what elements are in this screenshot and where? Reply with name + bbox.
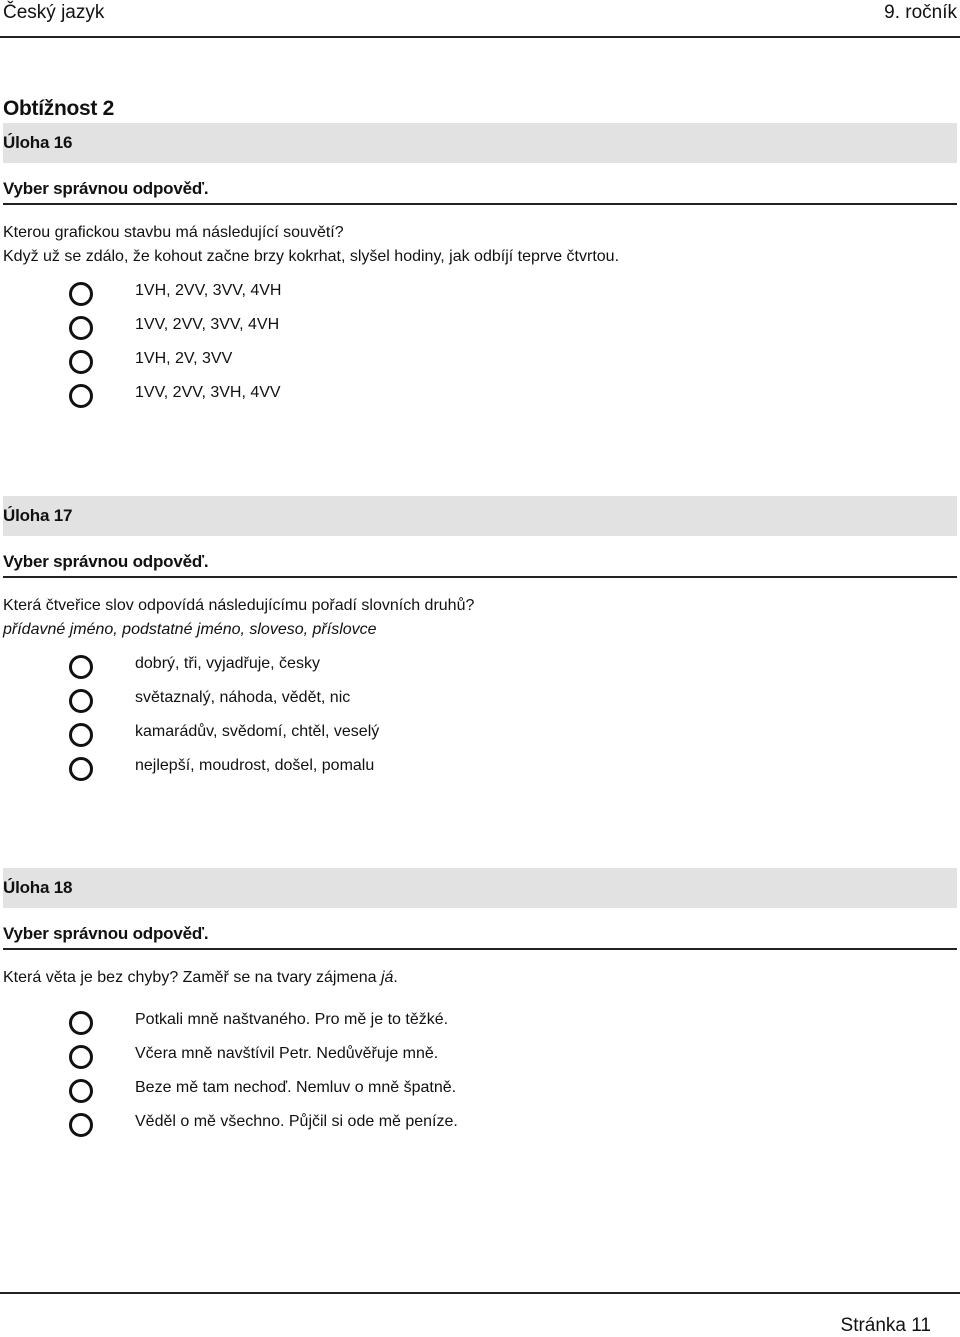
task-instruction: Vyber správnou odpověď. bbox=[3, 179, 209, 198]
option-label: 1VH, 2V, 3VV bbox=[135, 350, 233, 367]
radio-button[interactable] bbox=[69, 723, 93, 747]
radio-button[interactable] bbox=[69, 757, 93, 781]
answer-option[interactable] bbox=[3, 1076, 957, 1110]
instruction-row bbox=[3, 536, 957, 578]
answer-option[interactable] bbox=[3, 754, 957, 788]
task-instruction: Vyber správnou odpověď. bbox=[3, 924, 209, 943]
option-label: kamarádův, svědomí, chtěl, veselý bbox=[135, 723, 380, 740]
option-label: Beze mě tam nechoď. Nemluv o mně špatně. bbox=[135, 1079, 457, 1096]
task-17 bbox=[3, 496, 957, 788]
question-sentence: Když už se zdálo, že kohout začne brzy kokrhat, slyšel hodiny, jak odbíjí teprve čtvrtou. bbox=[3, 248, 620, 265]
answer-option[interactable] bbox=[3, 381, 957, 415]
answer-option[interactable] bbox=[3, 347, 957, 381]
radio-button[interactable] bbox=[69, 1079, 93, 1103]
task-title: Úloha 18 bbox=[3, 878, 73, 897]
task-title-bar bbox=[3, 123, 957, 163]
option-label: 1VH, 2VV, 3VV, 4VH bbox=[135, 282, 282, 299]
radio-button[interactable] bbox=[69, 1113, 93, 1137]
question bbox=[3, 221, 957, 269]
question bbox=[3, 966, 957, 990]
answer-option[interactable] bbox=[3, 652, 957, 686]
page-number: Stránka 11 bbox=[840, 1315, 931, 1336]
option-label: Potkali mně naštvaného. Pro mě je to těžké. bbox=[135, 1011, 449, 1028]
answer-option[interactable] bbox=[3, 279, 957, 313]
radio-button[interactable] bbox=[69, 282, 93, 306]
option-label: světaznalý, náhoda, vědět, nic bbox=[135, 689, 351, 706]
grade-label: 9. ročník bbox=[884, 2, 957, 23]
answer-option[interactable] bbox=[3, 313, 957, 347]
task-title: Úloha 16 bbox=[3, 133, 73, 152]
option-label: Včera mně navštívil Petr. Nedůvěřuje mně. bbox=[135, 1045, 439, 1062]
radio-button[interactable] bbox=[69, 384, 93, 408]
task-16 bbox=[3, 123, 957, 415]
task-title: Úloha 17 bbox=[3, 506, 73, 525]
radio-button[interactable] bbox=[69, 316, 93, 340]
answer-options bbox=[3, 652, 957, 788]
answer-options bbox=[3, 1008, 957, 1144]
difficulty-heading: Obtížnost 2 bbox=[3, 97, 115, 120]
question bbox=[3, 594, 957, 642]
footer-divider bbox=[0, 1292, 960, 1294]
question-text: Kterou grafickou stavbu má následující souvětí? bbox=[3, 224, 344, 241]
radio-button[interactable] bbox=[69, 655, 93, 679]
option-label: nejlepší, moudrost, došel, pomalu bbox=[135, 757, 375, 774]
answer-option[interactable] bbox=[3, 1008, 957, 1042]
answer-option[interactable] bbox=[3, 1110, 957, 1144]
option-label: 1VV, 2VV, 3VV, 4VH bbox=[135, 316, 280, 333]
word-classes-sequence: přídavné jméno, podstatné jméno, sloveso, příslovce bbox=[3, 621, 377, 638]
question-word-classes bbox=[3, 618, 957, 642]
question-end: . bbox=[393, 969, 398, 986]
answer-option[interactable] bbox=[3, 686, 957, 720]
subject-title: Český jazyk bbox=[3, 2, 105, 23]
radio-button[interactable] bbox=[69, 1045, 93, 1069]
instruction-row bbox=[3, 163, 957, 205]
answer-option[interactable] bbox=[3, 1042, 957, 1076]
question-text: Která čtveřice slov odpovídá následujícímu pořadí slovních druhů? bbox=[3, 597, 475, 614]
option-label: dobrý, tři, vyjadřuje, česky bbox=[135, 655, 320, 672]
option-label: 1VV, 2VV, 3VH, 4VV bbox=[135, 384, 281, 401]
radio-button[interactable] bbox=[69, 689, 93, 713]
question-emphasis: já bbox=[380, 969, 394, 986]
radio-button[interactable] bbox=[69, 350, 93, 374]
page-header bbox=[0, 0, 960, 38]
task-title-bar bbox=[3, 496, 957, 536]
task-18 bbox=[3, 868, 957, 1144]
question-text: Která věta je bez chyby? Zaměř se na tvary zájmena bbox=[3, 969, 381, 986]
answer-options bbox=[3, 279, 957, 415]
option-label: Věděl o mě všechno. Půjčil si ode mě peníze. bbox=[135, 1113, 458, 1130]
answer-option[interactable] bbox=[3, 720, 957, 754]
task-instruction: Vyber správnou odpověď. bbox=[3, 552, 209, 571]
task-title-bar bbox=[3, 868, 957, 908]
instruction-row bbox=[3, 908, 957, 950]
radio-button[interactable] bbox=[69, 1011, 93, 1035]
